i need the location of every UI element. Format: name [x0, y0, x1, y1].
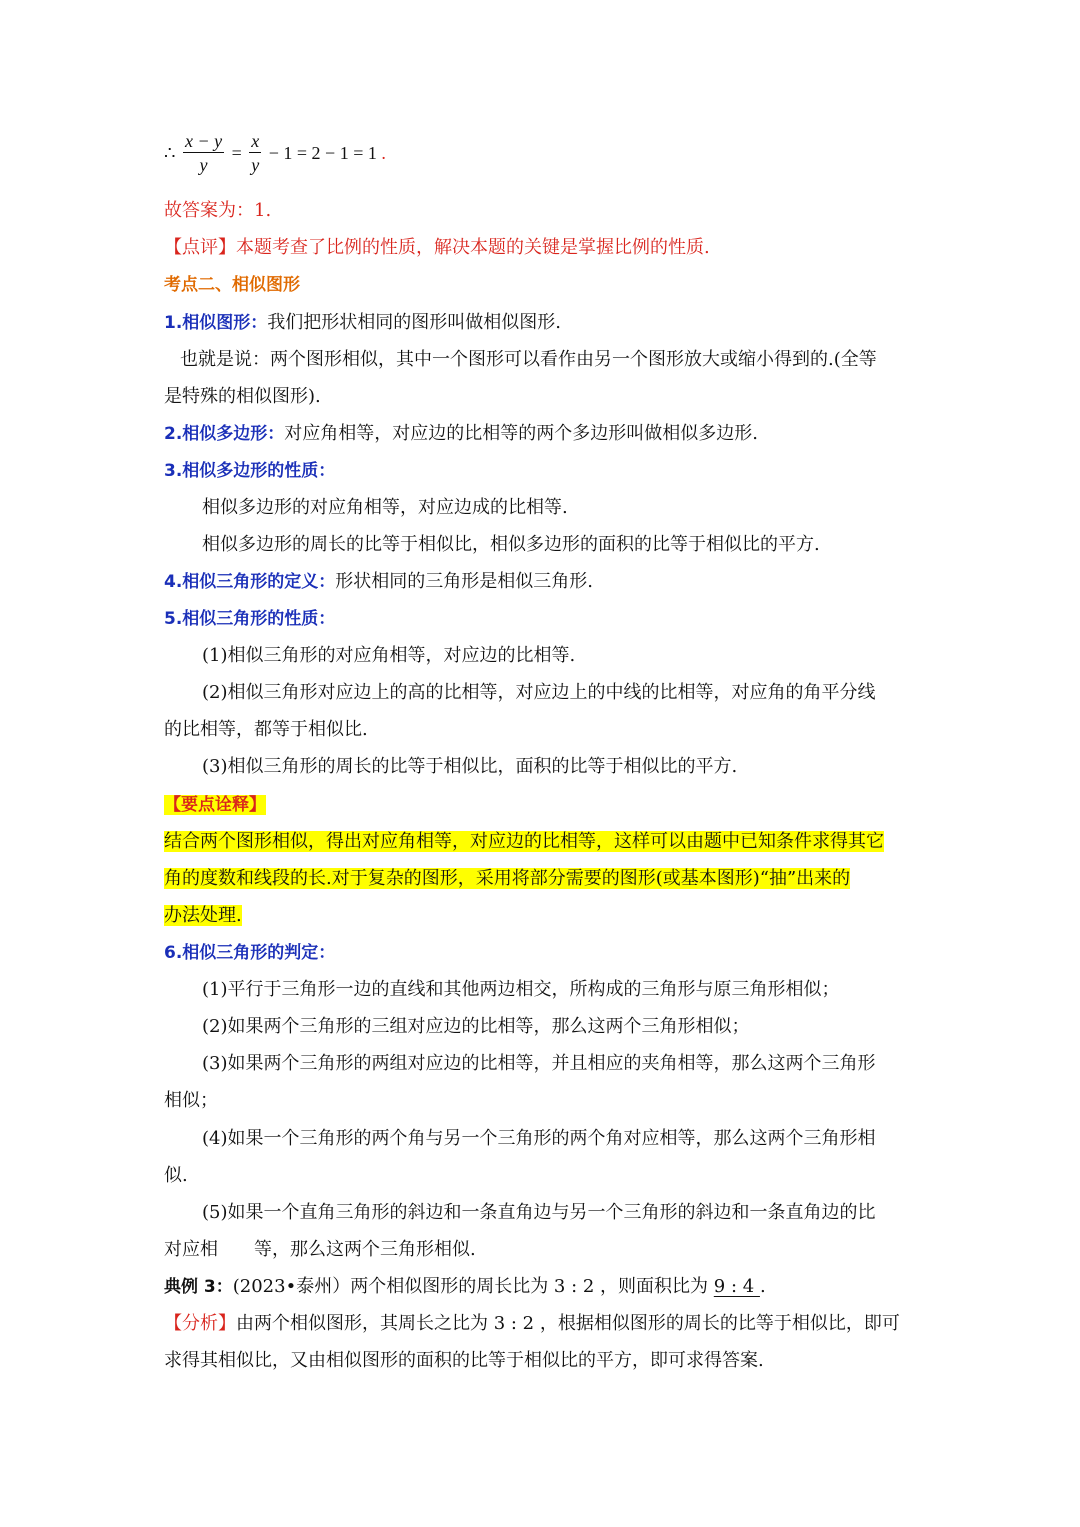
equation-period: . — [381, 143, 386, 163]
definition-5-label: 5.相似三角形的性质： — [164, 609, 336, 629]
therefore-symbol: ∴ — [164, 143, 176, 163]
example-3-text: (2023•泰州）两个相似图形的周长比为 3 : 2 ，则面积比为 — [232, 1276, 709, 1297]
fraction-denominator: y — [251, 155, 260, 175]
fraction-numerator: x − y — [184, 131, 223, 151]
key-points-line-2 — [164, 866, 918, 892]
definition-2-label: 2.相似多边形： — [164, 424, 285, 444]
analysis-text-1: 由两个相似图形，其周长之比为 3 : 2 ，根据相似图形的周长的比等于相似比，即可 — [236, 1313, 900, 1334]
fraction-x-minus-y-over-y — [183, 130, 224, 177]
property-5-2-line-2: 的比相等，都等于相似比. — [164, 719, 368, 740]
fraction-numerator: x — [251, 131, 260, 151]
key-points-line-3 — [164, 903, 918, 929]
criterion-6-1: (1)平行于三角形一边的直线和其他两边相交，所构成的三角形与原三角形相似； — [202, 979, 840, 1000]
comment-line — [164, 235, 918, 261]
definition-2-text: 对应角相等，对应边的比相等的两个多边形叫做相似多边形. — [284, 423, 759, 444]
definition-1-note-line-2: 是特殊的相似图形). — [164, 386, 321, 407]
definition-3-line-2: 相似多边形的周长的比等于相似比，相似多边形的面积的比等于相似比的平方. — [202, 534, 820, 555]
definition-1-label: 1.相似图形： — [164, 313, 268, 333]
property-5-2-line-1: (2)相似三角形对应边上的高的比相等，对应边上的中线的比相等，对应角的角平分线 — [202, 682, 876, 703]
example-3-end: . — [759, 1276, 766, 1297]
equation — [164, 130, 386, 186]
fraction-denominator: y — [199, 155, 208, 175]
definition-3-label: 3.相似多边形的性质： — [164, 461, 336, 481]
definition-4 — [164, 569, 918, 595]
key-points-text-2: 角的度数和线段的长.对于复杂的图形，采用将部分需要的图形(或基本图形)“抽”出来的 — [164, 868, 851, 889]
definition-4-label: 4.相似三角形的定义： — [164, 572, 336, 592]
criterion-6-4-line-1: (4)如果一个三角形的两个角与另一个三角形的两个角对应相等，那么这两个三角形相 — [202, 1128, 876, 1149]
analysis-line-1 — [164, 1311, 918, 1337]
key-points-text-3: 办法处理. — [164, 905, 242, 926]
criterion-6-2: (2)如果两个三角形的三组对应边的比相等，那么这两个三角形相似； — [202, 1016, 750, 1037]
fraction-x-over-y — [249, 130, 261, 177]
definition-1-text: 我们把形状相同的图形叫做相似图形. — [267, 312, 562, 333]
comment-tag: 【点评】 — [164, 237, 236, 258]
equation-tail: − 1 = 2 − 1 = 1 — [268, 143, 377, 163]
example-3 — [164, 1274, 918, 1300]
property-5-1: (1)相似三角形的对应角相等，对应边的比相等. — [202, 645, 576, 666]
key-points-tag: 【要点诠释】 — [164, 795, 266, 815]
definition-1 — [164, 310, 918, 336]
key-points-tag-line — [164, 792, 918, 818]
equals-sign: = — [231, 143, 242, 163]
key-points-text-1: 结合两个图形相似，得出对应角相等，对应边的比相等，这样可以由题中已知条件求得其它 — [164, 831, 884, 852]
criterion-6-5-line-1: (5)如果一个直角三角形的斜边和一条直角边与另一个三角形的斜边和一条直角边的比 — [202, 1202, 876, 1223]
section-title: 考点二、相似图形 — [164, 275, 300, 295]
criterion-6-4-line-2: 似. — [164, 1165, 188, 1186]
key-points-line-1 — [164, 829, 918, 855]
example-3-label: 典例 3： — [164, 1277, 233, 1297]
criterion-6-5-line-2: 对应相 等，那么这两个三角形相似. — [164, 1239, 476, 1260]
example-3-answer: 9 : 4 — [713, 1276, 760, 1297]
comment-text: 本题考查了比例的性质，解决本题的关键是掌握比例的性质. — [236, 237, 710, 258]
definition-2 — [164, 421, 918, 447]
definition-3-line-1: 相似多边形的对应角相等，对应边成的比相等. — [202, 497, 568, 518]
definition-1-note-line-1: 也就是说：两个图形相似，其中一个图形可以看作由另一个图形放大或缩小得到的.(全等 — [180, 349, 877, 370]
definition-4-text: 形状相同的三角形是相似三角形. — [335, 571, 594, 592]
analysis-tag: 【分析】 — [164, 1313, 236, 1334]
criterion-6-3-line-1: (3)如果两个三角形的两组对应边的比相等，并且相应的夹角相等，那么这两个三角形 — [202, 1053, 876, 1074]
property-5-3: (3)相似三角形的周长的比等于相似比，面积的比等于相似比的平方. — [202, 756, 738, 777]
criterion-6-3-line-2: 相似； — [164, 1090, 218, 1111]
answer-line: 故答案为：1. — [164, 200, 272, 221]
analysis-line-2: 求得其相似比，又由相似图形的面积的比等于相似比的平方，即可求得答案. — [164, 1350, 764, 1371]
definition-6-label: 6.相似三角形的判定： — [164, 943, 336, 963]
